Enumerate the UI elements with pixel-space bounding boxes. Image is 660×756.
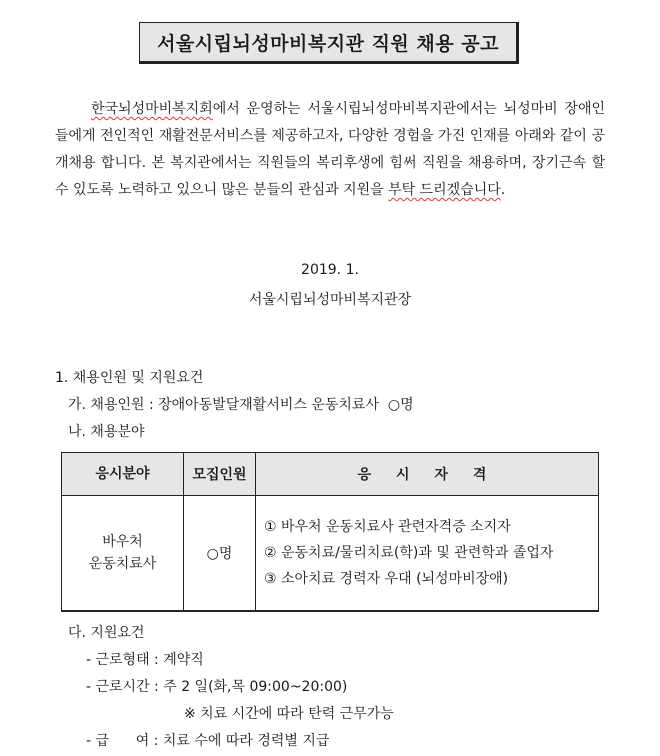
- work-hours: - 근로시간 : 주 2 일(화,목 09:00~20:00): [86, 679, 348, 695]
- table-row: [62, 496, 599, 612]
- pay: - 급 여 : 치료 수에 따라 경력별 지급: [86, 733, 330, 749]
- qualification-3: ③ 소아치료 경력자 우대 (뇌성마비장애): [264, 571, 509, 587]
- work-type: - 근로형태 : 계약직: [86, 652, 204, 668]
- requirements-table: [61, 452, 599, 612]
- cell-field: [62, 496, 184, 612]
- section1-heading: 1. 채용인원 및 지원요건: [55, 370, 204, 386]
- notice-title-box: [139, 22, 519, 64]
- header-qualifications: 응 시 자 격: [256, 453, 599, 496]
- field-line1: 바우처: [102, 534, 143, 550]
- intro-body: 에서 운영하는 서울시립뇌성마비복지관에서는 뇌성마비 장애인들에게 전인적인 재활전문서비스를 제공하고자, 다양한 경험을 가진 인재를 아래와 같이 공개채용 합니다. 본 복지관에서는 직원들의 복리후생에 힘써 직원을 채용하며, 장기근속 할 수 있도록 노력하고 있으니 많은 분들의 관심과 지원을: [55, 101, 605, 198]
- notice-signer: 서울시립뇌성마비복지관장: [248, 292, 412, 308]
- cell-count: ○명: [184, 496, 256, 612]
- header-count: 모집인원: [184, 453, 256, 496]
- notice-title: 서울시립뇌성마비복지관 직원 채용 공고: [157, 32, 499, 55]
- qualification-2: ② 운동치료/물리치료(학)과 및 관련학과 졸업자: [264, 545, 554, 561]
- requirements-heading: 다. 지원요건: [68, 625, 145, 641]
- qualification-1: ① 바우처 운동치료사 관련자격증 소지자: [264, 519, 511, 535]
- cell-qualifications: [256, 496, 599, 612]
- notice-date: 2019. 1.: [301, 262, 359, 278]
- table-header-row: [62, 453, 599, 496]
- intro-end: .: [500, 182, 506, 198]
- field-line2: 운동치료사: [88, 556, 157, 572]
- intro-request: 부탁 드리겠습니다: [388, 182, 501, 198]
- org-name: 한국뇌성마비복지회: [91, 101, 213, 117]
- header-field: 응시분야: [62, 453, 184, 496]
- work-hours-note: ※ 치료 시간에 따라 탄력 근무가능: [184, 706, 394, 722]
- recruit-field-heading: 나. 채용분야: [68, 424, 145, 440]
- intro-paragraph: [55, 96, 605, 204]
- recruit-count: 가. 채용인원 : 장애아동발달재활서비스 운동치료사 ○명: [68, 397, 414, 413]
